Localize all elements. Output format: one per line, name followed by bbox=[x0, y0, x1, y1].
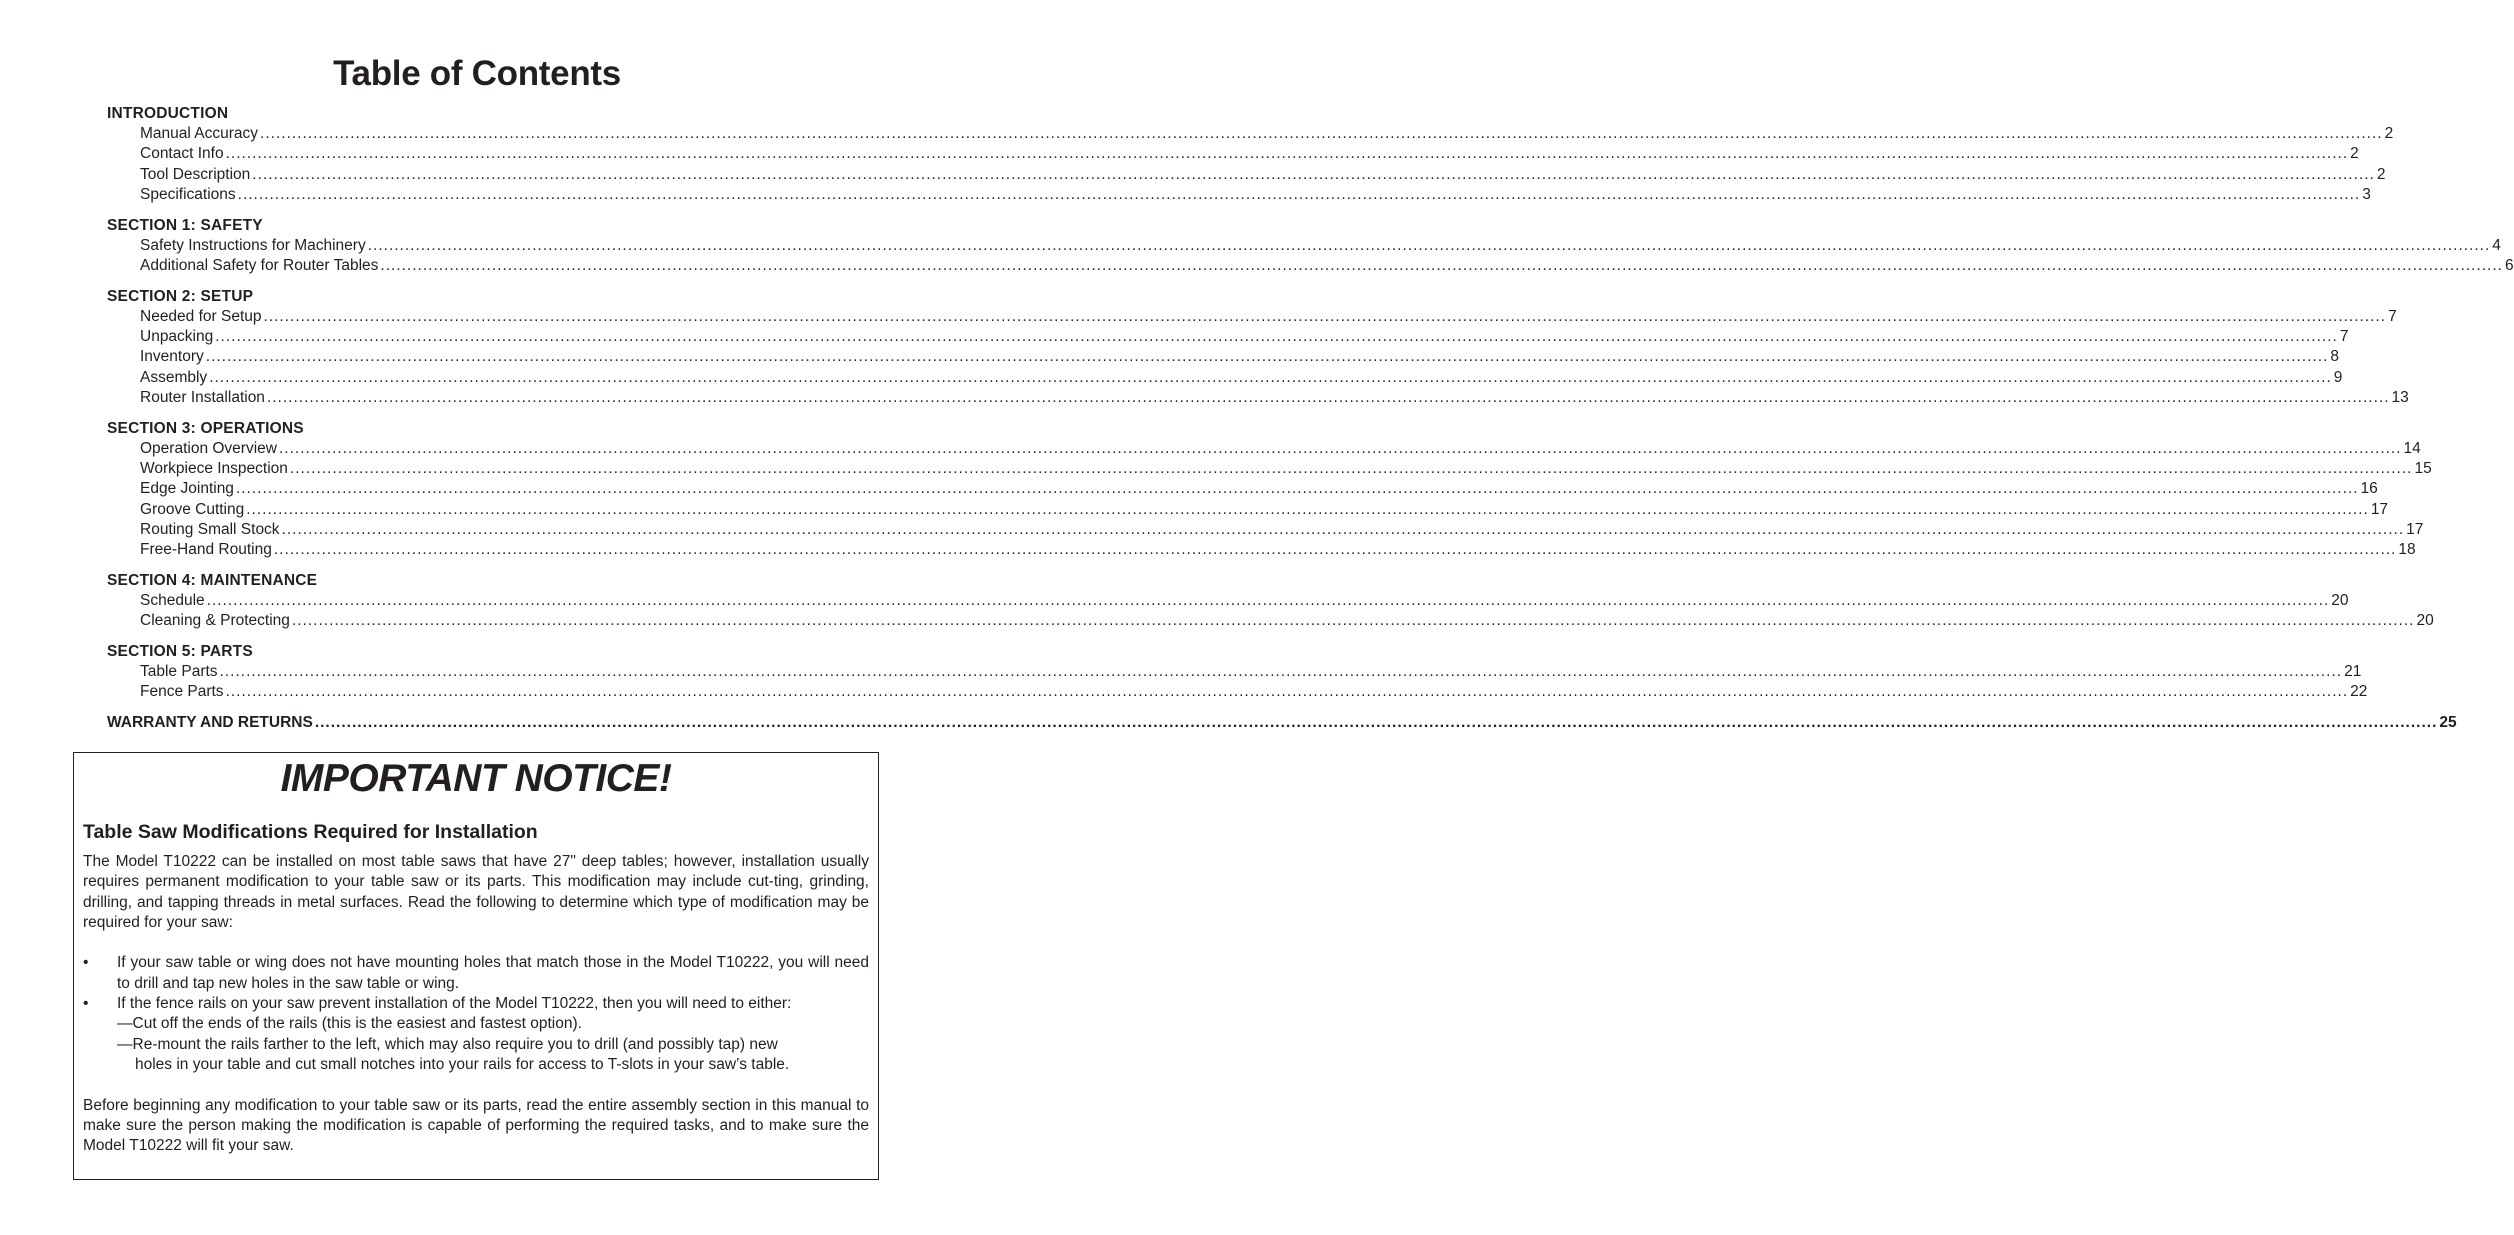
toc-entry-page: 25 bbox=[2439, 714, 2457, 732]
toc-section-heading: SECTION 1: SAFETY bbox=[107, 216, 263, 234]
dot-leader: ................................................................................................................................................................................................................................................................................................................................................................................................................ bbox=[367, 236, 2491, 254]
bullet-text: If your saw table or wing does not have mounting holes that match those in the Model T10222, you will need to drill and tap new holes in the saw table or wing. bbox=[117, 954, 869, 992]
toc-entry-page: 7 bbox=[2388, 307, 2397, 325]
toc-section bbox=[107, 104, 2394, 205]
dot-leader: ................................................................................................................................................................................................................................................................................................................................................................................................................ bbox=[260, 125, 2383, 142]
toc-entry-label: Assembly bbox=[140, 368, 208, 386]
toc-entry[interactable] bbox=[107, 662, 2362, 682]
toc-entry[interactable] bbox=[107, 124, 2394, 144]
toc-warranty-row[interactable] bbox=[107, 713, 2457, 733]
toc-entry[interactable] bbox=[107, 144, 2359, 164]
toc-entry[interactable] bbox=[107, 520, 2424, 540]
dash-item bbox=[83, 1035, 869, 1076]
bullet-text: If the fence rails on your saw prevent installation of the Model T10222, then you will need to either: bbox=[117, 995, 792, 1013]
dot-leader: ................................................................................................................................................................................................................................................................................................................................................................................................................ bbox=[235, 480, 2359, 498]
toc-entry-label: Needed for Setup bbox=[140, 307, 262, 325]
toc-entry-page: 8 bbox=[2330, 348, 2339, 366]
toc-entry[interactable] bbox=[107, 591, 2349, 611]
toc-section-heading: SECTION 5: PARTS bbox=[107, 643, 253, 661]
toc-entry-page: 7 bbox=[2339, 328, 2349, 346]
table-of-contents bbox=[107, 104, 2514, 734]
bullet-marker: • bbox=[83, 995, 89, 1013]
toc-entry-label: Manual Accuracy bbox=[140, 125, 259, 142]
dot-leader: ................................................................................................................................................................................................................................................................................................................................................................................................................ bbox=[266, 388, 2390, 406]
toc-entry[interactable] bbox=[107, 347, 2339, 367]
toc-entry-page: 18 bbox=[2398, 541, 2416, 559]
dot-leader: ................................................................................................................................................................................................................................................................................................................................................................................................................ bbox=[237, 185, 2361, 203]
toc-entry-page: 22 bbox=[2350, 683, 2368, 701]
toc-entry-page: 2 bbox=[2376, 165, 2386, 183]
toc-section-heading: SECTION 4: MAINTENANCE bbox=[107, 572, 318, 590]
toc-entry-label: Routing Small Stock bbox=[140, 520, 280, 538]
toc-entry-label: Unpacking bbox=[140, 328, 214, 346]
important-notice-box bbox=[73, 752, 879, 1180]
dot-leader: ................................................................................................................................................................................................................................................................................................................................................................................................................ bbox=[206, 592, 2330, 610]
toc-section bbox=[107, 287, 2409, 408]
dot-leader: ................................................................................................................................................................................................................................................................................................................................................................................................................ bbox=[209, 368, 2332, 386]
dash-item bbox=[83, 1014, 869, 1034]
dot-leader: ................................................................................................................................................................................................................................................................................................................................................................................................................ bbox=[215, 328, 2338, 346]
toc-section bbox=[107, 419, 2432, 561]
toc-entry[interactable] bbox=[107, 540, 2416, 560]
toc-entry-page: 3 bbox=[2362, 185, 2371, 203]
dot-leader: ................................................................................................................................................................................................................................................................................................................................................................................................................ bbox=[219, 663, 2343, 681]
toc-entry-page: 4 bbox=[2492, 236, 2501, 254]
toc-entry-label: Contact Info bbox=[140, 145, 224, 163]
toc-section-heading: SECTION 3: OPERATIONS bbox=[107, 419, 304, 437]
dot-leader: ................................................................................................................................................................................................................................................................................................................................................................................................................ bbox=[225, 145, 2349, 163]
toc-entry-label: Edge Jointing bbox=[140, 480, 234, 498]
dot-leader: ................................................................................................................................................................................................................................................................................................................................................................................................................ bbox=[380, 256, 2503, 274]
dot-leader: ................................................................................................................................................................................................................................................................................................................................................................................................................ bbox=[289, 460, 2413, 478]
toc-entry-page: 9 bbox=[2333, 368, 2343, 386]
notice-subtitle: Table Saw Modifications Required for Installation bbox=[83, 821, 538, 843]
toc-entry[interactable] bbox=[107, 611, 2434, 631]
toc-entry-page: 2 bbox=[2350, 145, 2359, 163]
dot-leader: ................................................................................................................................................................................................................................................................................................................................................................................................................ bbox=[263, 307, 2387, 325]
toc-entry-page: 20 bbox=[2416, 612, 2434, 630]
toc-entry[interactable] bbox=[107, 236, 2501, 256]
toc-entry-label: Router Installation bbox=[140, 388, 265, 406]
dash-text: —Cut off the ends of the rails (this is the easiest and fastest option). bbox=[117, 1015, 582, 1033]
toc-entry[interactable] bbox=[107, 439, 2421, 459]
notice-intro: The Model T10222 can be installed on most table saws that have 27" deep tables; however, installation usually requires permanent modification to your table saw or its parts. This modification may include cut-ting, grinding, drilling, and tapping threads in metal surfaces. Read the following to determine which type of modification may be required for your saw: bbox=[83, 853, 869, 931]
dash-text-continued: holes in your table and cut small notches into your rails for access to T-slots in your saw’s table. bbox=[135, 1055, 790, 1073]
dot-leader: ................................................................................................................................................................................................................................................................................................................................................................................................................ bbox=[246, 500, 2369, 518]
toc-entry-label: Specifications bbox=[140, 185, 236, 203]
toc-entry-page: 16 bbox=[2360, 480, 2378, 498]
toc-entry[interactable] bbox=[107, 479, 2378, 499]
toc-section-heading: INTRODUCTION bbox=[107, 105, 229, 122]
toc-entry-label: Inventory bbox=[140, 348, 204, 366]
toc-entry-label: Safety Instructions for Machinery bbox=[140, 236, 366, 254]
toc-entry-page: 13 bbox=[2391, 388, 2409, 406]
toc-entry-page: 17 bbox=[2406, 520, 2424, 538]
toc-entry[interactable] bbox=[107, 256, 2514, 276]
toc-entry-label: Fence Parts bbox=[140, 683, 224, 701]
toc-entry-page: 20 bbox=[2331, 592, 2349, 610]
toc-entry[interactable] bbox=[107, 682, 2368, 702]
toc-entry-label: Groove Cutting bbox=[140, 500, 245, 518]
bullet-item bbox=[83, 994, 869, 1014]
toc-section bbox=[107, 571, 2434, 632]
dot-leader: ................................................................................................................................................................................................................................................................................................................................................................................................................ bbox=[291, 612, 2415, 630]
toc-entry[interactable] bbox=[107, 327, 2349, 347]
toc-entry[interactable] bbox=[107, 368, 2343, 388]
toc-entry-page: 15 bbox=[2414, 460, 2432, 478]
toc-entry-label: Operation Overview bbox=[140, 439, 277, 457]
toc-entry-label: Cleaning & Protecting bbox=[140, 612, 290, 630]
notice-closing: Before beginning any modification to your table saw or its parts, read the entire assembly section in this manual to make sure the person making the modification is capable of performing the required tasks, and to make sure the Model T10222 will fit your saw. bbox=[83, 1096, 869, 1155]
toc-section-heading: SECTION 2: SETUP bbox=[107, 287, 254, 305]
toc-entry-label: Free-Hand Routing bbox=[140, 541, 272, 559]
toc-entry-page: 2 bbox=[2384, 125, 2394, 142]
dot-leader: ................................................................................................................................................................................................................................................................................................................................................................................................................ bbox=[205, 348, 2329, 366]
dot-leader: ................................................................................................................................................................................................................................................................................................................................................................................................................ bbox=[314, 714, 2438, 732]
toc-entry[interactable] bbox=[107, 500, 2389, 520]
toc-entry-label: Table Parts bbox=[140, 663, 218, 681]
toc-entry-page: 17 bbox=[2370, 500, 2389, 518]
toc-entry-label: WARRANTY AND RETURNS bbox=[107, 714, 313, 732]
toc-section bbox=[107, 216, 2514, 277]
dot-leader: ................................................................................................................................................................................................................................................................................................................................................................................................................ bbox=[225, 683, 2349, 701]
toc-entry-page: 21 bbox=[2344, 663, 2362, 681]
toc-entry[interactable] bbox=[107, 165, 2386, 185]
toc-entry[interactable] bbox=[107, 307, 2397, 327]
notice-body bbox=[83, 852, 869, 1156]
toc-entry[interactable] bbox=[107, 459, 2432, 479]
toc-entry-page: 14 bbox=[2403, 439, 2421, 457]
toc-entry-label: Additional Safety for Router Tables bbox=[140, 256, 379, 274]
bullet-marker: • bbox=[83, 954, 89, 972]
page-title: Table of Contents bbox=[333, 54, 621, 93]
toc-entry[interactable] bbox=[107, 185, 2371, 205]
toc-entry[interactable] bbox=[107, 388, 2409, 408]
toc-entry-label: Schedule bbox=[140, 592, 205, 610]
dot-leader: ................................................................................................................................................................................................................................................................................................................................................................................................................ bbox=[273, 541, 2397, 559]
dot-leader: ................................................................................................................................................................................................................................................................................................................................................................................................................ bbox=[252, 165, 2375, 183]
toc-entry-label: Workpiece Inspection bbox=[140, 460, 288, 478]
toc-entry-page: 6 bbox=[2504, 256, 2514, 274]
bullet-item bbox=[83, 953, 869, 994]
toc-entry-label: Tool Description bbox=[140, 165, 251, 183]
toc-section bbox=[107, 642, 2368, 703]
notice-title: IMPORTANT NOTICE! bbox=[280, 757, 672, 800]
dot-leader: ................................................................................................................................................................................................................................................................................................................................................................................................................ bbox=[278, 439, 2402, 457]
dash-text: —Re-mount the rails farther to the left, which may also require you to drill (and possibly tap) new bbox=[117, 1035, 778, 1053]
dot-leader: ................................................................................................................................................................................................................................................................................................................................................................................................................ bbox=[281, 520, 2405, 538]
